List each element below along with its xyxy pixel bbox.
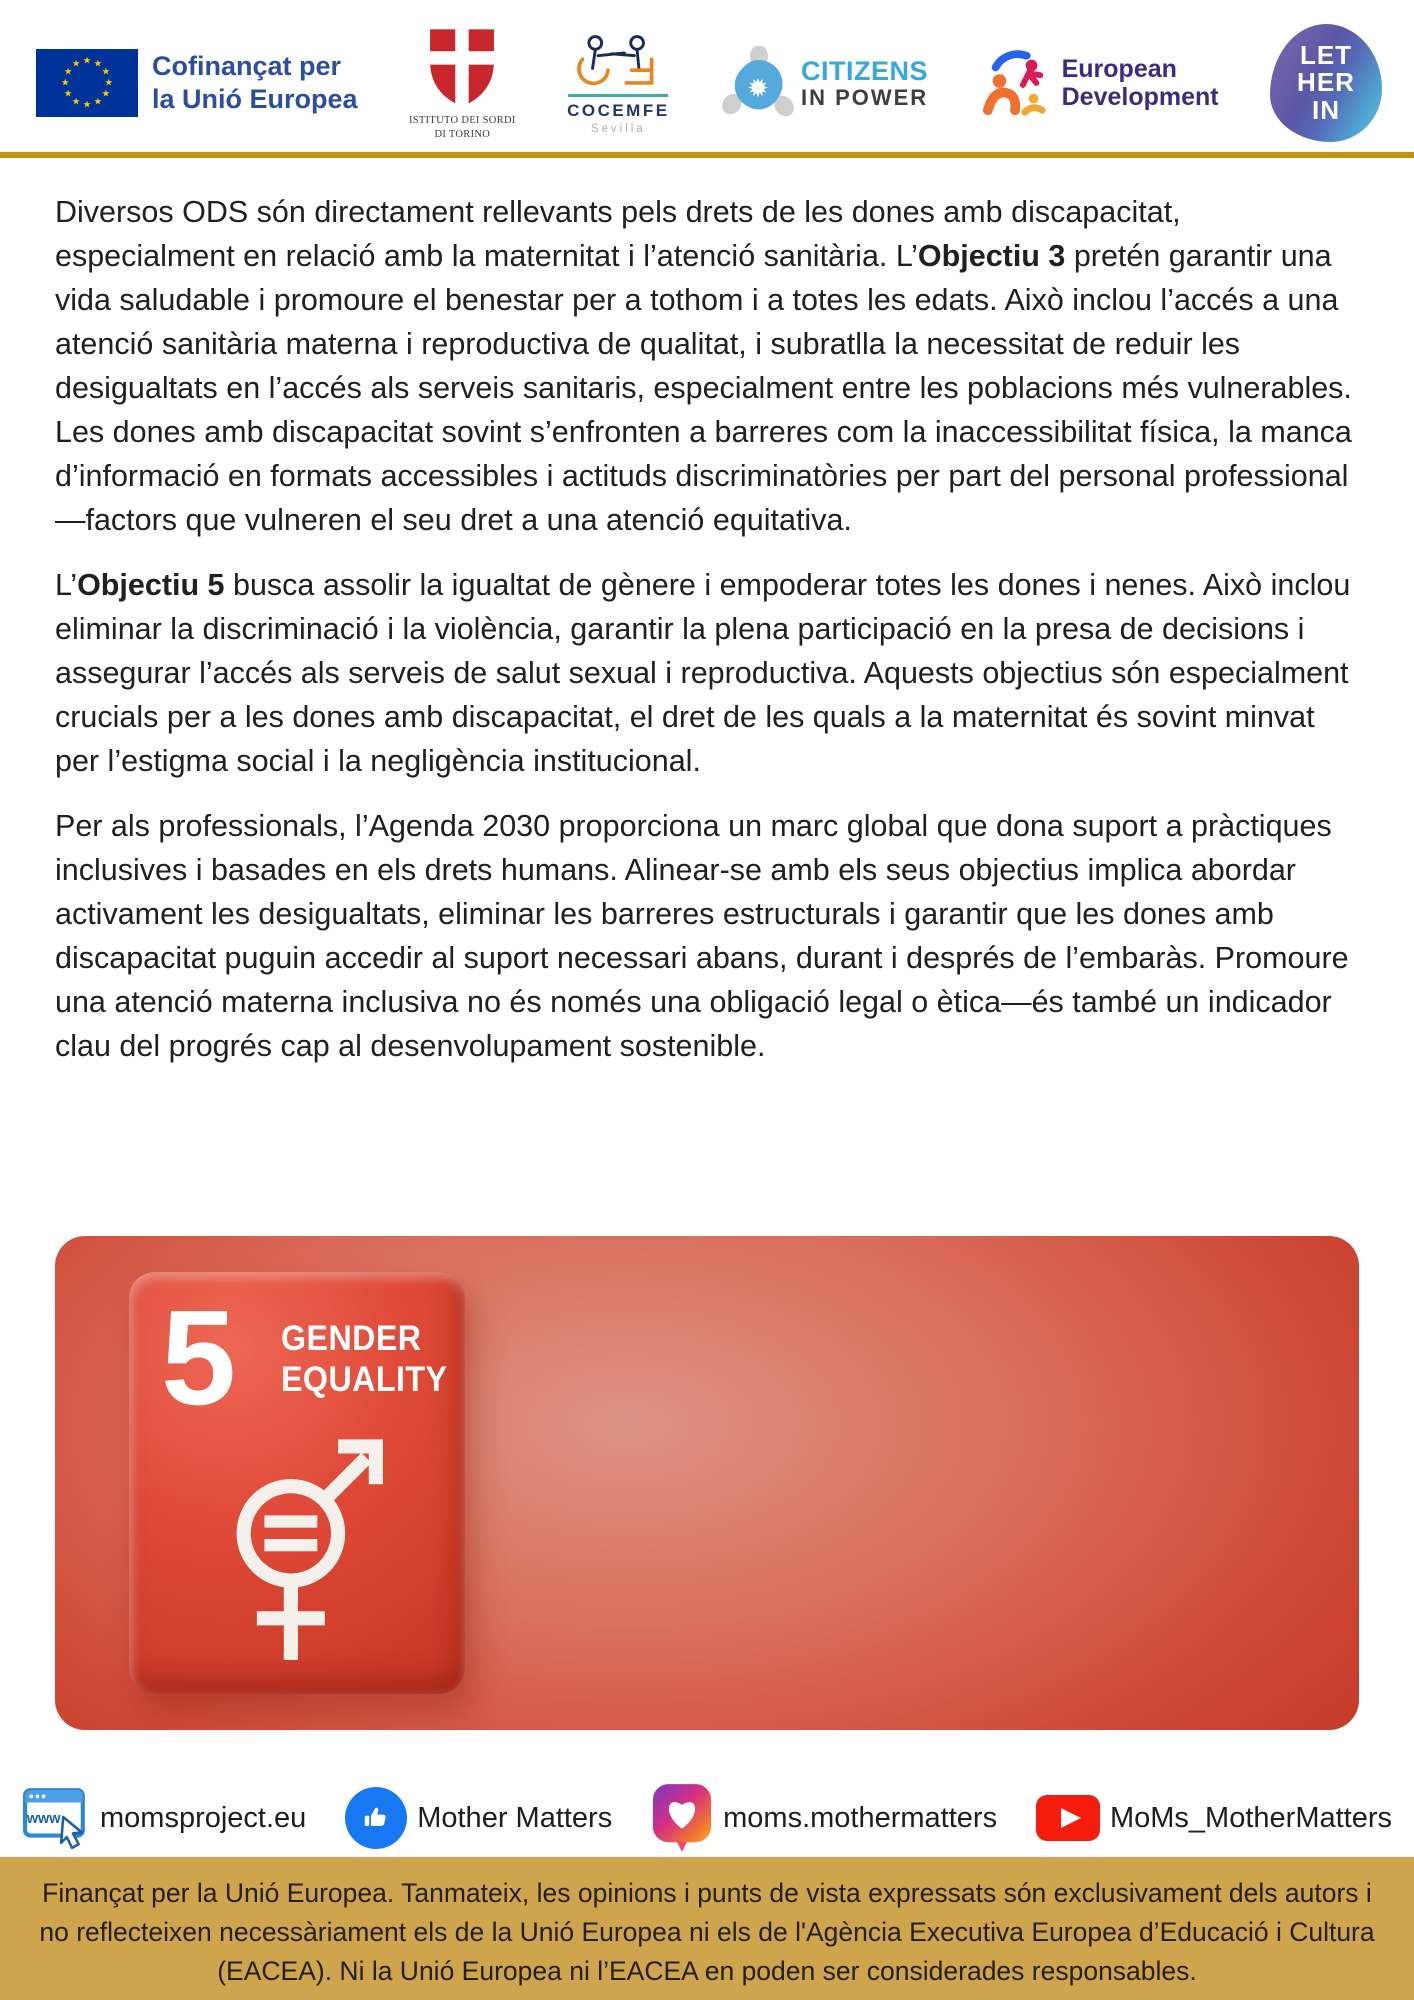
citizens-in-power-logo — [721, 46, 928, 120]
instagram-link[interactable] — [651, 1782, 997, 1854]
european-development-logo — [980, 46, 1219, 120]
svg-text:★: ★ — [71, 58, 81, 70]
facebook-link[interactable] — [345, 1787, 612, 1849]
svg-text:★: ★ — [82, 55, 92, 67]
body-text — [0, 158, 1414, 1068]
instagram-icon — [651, 1782, 713, 1854]
sdg5-title: GENDER EQUALITY — [281, 1319, 448, 1400]
cocemfe-icon — [568, 32, 668, 92]
sdg5-banner-image — [55, 1236, 1359, 1730]
svg-text:✹: ✹ — [747, 73, 769, 103]
facebook-label: Mother Matters — [417, 1801, 613, 1834]
cocemfe-sub: Sevilla — [590, 122, 646, 135]
website-icon — [22, 1786, 90, 1850]
istituto-sordi-caption: ISTITUTO DEI SORDI DI TORINO — [408, 115, 516, 140]
website-label: momsproject.eu — [100, 1801, 307, 1834]
shield-cross-icon — [420, 24, 504, 112]
paragraph: L’Objectiu 5 busca assolir la igualtat de gènere i empoderar totes les dones i nenes. Això inclou eliminar la discriminació i la violència, garantir la plena participació en la presa de decisions i assegurar l’accés als serveis de salut sexual i reproductiva. Aquests objectius són especialment crucials per a les dones amb discapacitat, el dret de les quals a la maternitat és sovint minvat per l’estigma social i la negligència institucional. — [55, 568, 1351, 778]
eu-cofunded-text: Cofinançat per la Unió Europea — [152, 51, 358, 114]
svg-text:★: ★ — [104, 77, 114, 89]
youtube-link[interactable] — [1036, 1794, 1392, 1842]
facebook-icon — [345, 1787, 407, 1849]
youtube-label: MoMs_MotherMatters — [1109, 1801, 1392, 1834]
svg-text:★: ★ — [71, 96, 81, 108]
svg-text:★: ★ — [101, 88, 111, 100]
svg-text:★: ★ — [63, 66, 73, 78]
partner-logos-bar — [0, 0, 1414, 152]
instagram-label: moms.mothermatters — [723, 1801, 998, 1834]
cocemfe-logo — [567, 32, 670, 135]
eu-cofunded-logo — [36, 48, 358, 118]
sdg5-number: 5 — [161, 1282, 237, 1433]
citizens-in-power-icon — [721, 46, 795, 120]
social-links-bar — [0, 1782, 1414, 1854]
disclaimer-text: Finançat per la Unió Europea. Tanmateix, les opinions i punts de vista expressats són exclusivament dels autors i no reflecteixen necessàriament els de la Unió Europea ni els de l'Agència Executiva Europea d’Educació i Cultura (EACEA). Ni la Unió Europea ni l’EACEA en poden ser considerades responsables. — [39, 1878, 1375, 1986]
paragraph: Per als professionals, l’Agenda 2030 proporciona un marc global que dona suport a pràctiques inclusives i basades en els drets humans. Alinear-se amb els seus objectius implica abordar activament les desigualtats, eliminar les barreres estructurals i garantir que les dones amb discapacitat puguin accedir al suport necessari abans, durant i després de l’embaràs. Promoure una atenció materna inclusiva no és només una obligació legal o ètica—és també un indicador clau del progrés cap al desenvolupament sostenible. — [55, 809, 1349, 1063]
svg-text:★: ★ — [101, 66, 111, 78]
svg-text:www: www — [26, 1811, 61, 1828]
european-development-icon — [980, 46, 1052, 120]
paragraph: Diversos ODS són directament rellevants pels drets de les dones amb discapacitat, especialment en relació amb la maternitat i l’atenció sanitària. L’Objectiu 3 pretén garantir una vida saludable i promoure el benestar per a tothom i a totes les edats. Això inclou l’accés a una atenció sanitària materna i reproductiva de qualitat, i subratlla la necessitat de reduir les desigualtats en l’accés als serveis sanitaris, especialment entre les poblacions més vulnerables. Les dones amb discapacitat sovint s’enfronten a barreres com la inaccessibilitat física, la manca d’informació en formats accessibles i actituds discriminatòries per part del personal professional—factors que vulneren el seu dret a una atenció equitativa. — [55, 195, 1352, 537]
svg-text:★: ★ — [93, 96, 103, 108]
svg-text:★: ★ — [60, 77, 70, 89]
european-development-text: European Development — [1061, 55, 1219, 111]
cocemfe-name: COCEMFE — [567, 100, 670, 120]
sdg5-tile — [129, 1272, 465, 1694]
istituto-sordi-logo — [409, 24, 516, 141]
svg-text:★: ★ — [93, 58, 103, 70]
svg-text:★: ★ — [82, 99, 92, 111]
eu-flag-icon — [36, 48, 138, 118]
cocemfe-divider — [568, 94, 668, 97]
let-her-in-logo: LET HER IN — [1270, 24, 1382, 142]
gender-equality-symbol-icon — [201, 1420, 406, 1675]
website-link[interactable] — [22, 1786, 306, 1850]
citizens-in-power-text: CITIZENS IN POWER — [800, 56, 929, 110]
svg-text:★: ★ — [63, 88, 73, 100]
eu-disclaimer-banner — [0, 1857, 1414, 2000]
youtube-icon — [1036, 1794, 1100, 1842]
